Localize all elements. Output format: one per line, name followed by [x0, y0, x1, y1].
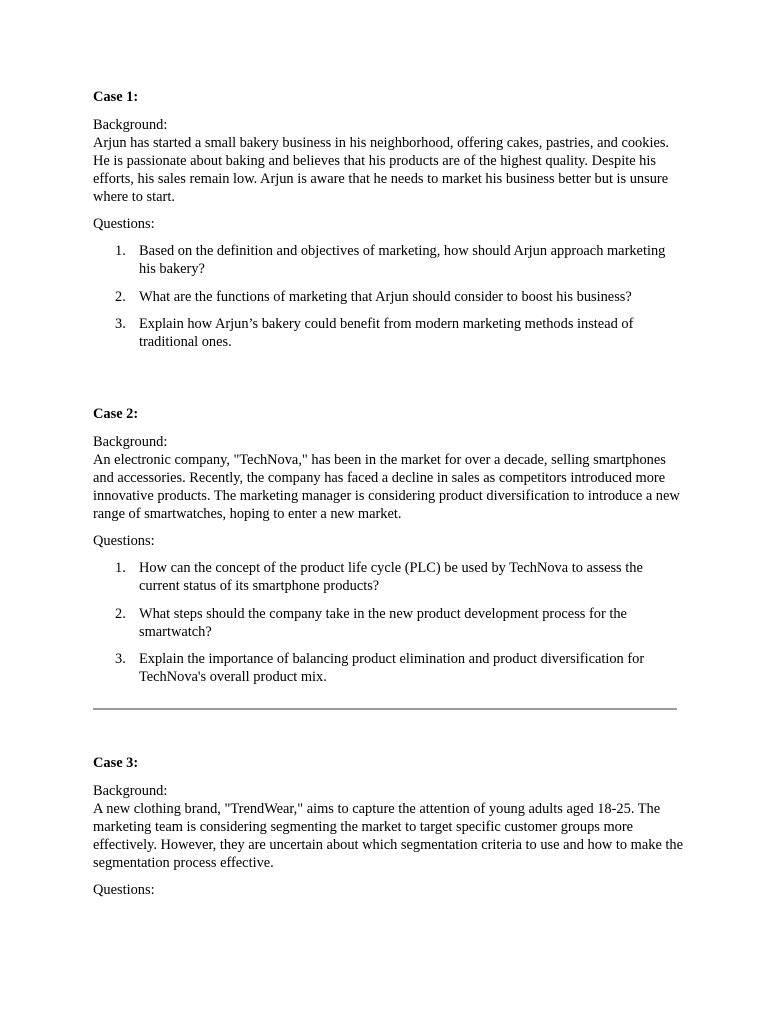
background-text: A new clothing brand, "TrendWear," aims to capture the attention of young adults aged 18-25. The marketing team is considering segmenting the market to target specific customer groups more effectively. However, they are uncertain about which segmentation criteria to use and how to make the segmentation process effective. — [93, 801, 684, 871]
question-item — [93, 288, 683, 306]
question-text: Explain how Arjun’s bakery could benefit from modern marketing methods instead of traditional ones. — [139, 316, 634, 350]
case-title: Case 2: — [93, 406, 139, 422]
case-2 — [93, 405, 683, 686]
background-label: Background: — [93, 434, 168, 450]
horizontal-divider — [93, 708, 677, 710]
question-item — [93, 650, 683, 686]
question-number: 2. — [115, 288, 126, 305]
question-number: 2. — [115, 605, 126, 622]
question-number: 3. — [115, 316, 126, 332]
question-text: How can the concept of the product life cycle (PLC) be used by TechNova to assess the current status of its smartphone products? — [139, 560, 643, 594]
question-text: What are the functions of marketing that Arjun should consider to boost his business? — [139, 288, 632, 305]
questions-list — [93, 559, 683, 686]
question-item — [93, 605, 683, 641]
background-text: An electronic company, "TechNova," has been in the market for over a decade, selling smartphones and accessories. Recently, the company has faced a decline in sales as competitors introduced more innovative products. The marketing manager is considering product diversification to introduce a new range of smartwatches, hoping to enter a new market. — [93, 452, 680, 522]
case-1 — [93, 88, 683, 351]
question-text: Based on the definition and objectives of marketing, how should Arjun approach marketing his bakery? — [139, 243, 666, 277]
question-number: 1. — [115, 243, 126, 259]
case-3 — [93, 754, 683, 899]
questions-label: Questions: — [93, 216, 155, 232]
case-title: Case 3: — [93, 755, 139, 771]
questions-list — [93, 242, 683, 351]
background-label: Background: — [93, 117, 168, 133]
question-item — [93, 315, 683, 351]
background-label: Background: — [93, 783, 168, 799]
question-number: 3. — [115, 651, 126, 667]
question-item — [93, 559, 683, 595]
background-text: Arjun has started a small bakery business in his neighborhood, offering cakes, pastries, and cookies. He is passionate about baking and believes that his products are of the highest quality. Despite his efforts, his sales remain low. Arjun is aware that he needs to market his business better but is unsure where to start. — [93, 135, 670, 205]
question-text: Explain the importance of balancing product elimination and product diversification for TechNova's overall product mix. — [139, 651, 645, 685]
document-content — [93, 88, 683, 908]
question-number: 1. — [115, 560, 126, 576]
questions-label: Questions: — [93, 533, 155, 549]
question-text: What steps should the company take in the new product development process for the smartwatch? — [139, 605, 627, 640]
case-title: Case 1: — [93, 89, 139, 105]
question-item — [93, 242, 683, 278]
questions-label: Questions: — [93, 882, 155, 898]
